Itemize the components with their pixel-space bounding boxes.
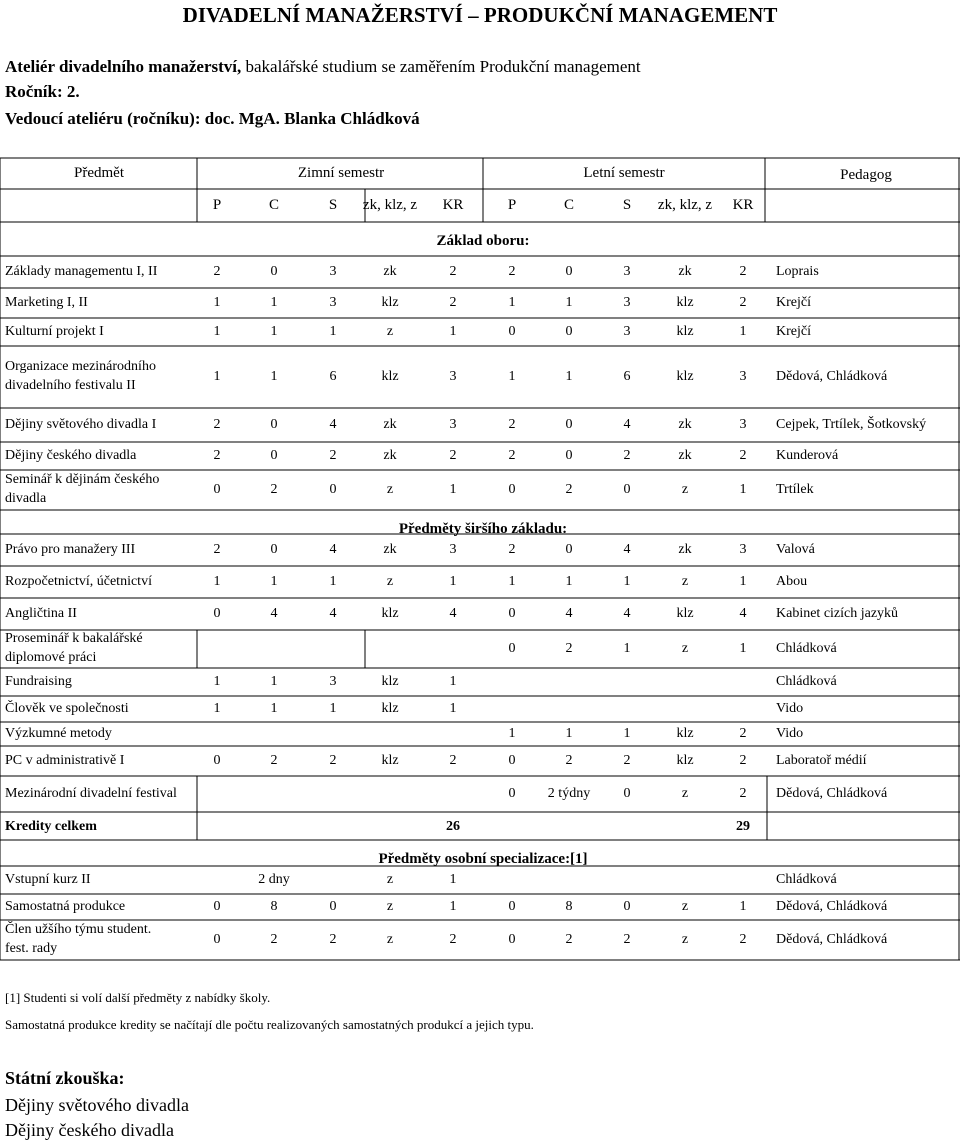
column-subheader: S [328, 197, 338, 213]
cell-value: 1 [623, 726, 631, 741]
cell-value: zk [383, 417, 397, 432]
cell-value: 0 [213, 753, 221, 768]
cell-value: 1 [213, 674, 221, 689]
cell-value: zk [383, 542, 397, 557]
cell-value: 1 [623, 574, 631, 589]
cell-value: 4 [270, 606, 278, 621]
subject-name: PC v administrativě I [5, 753, 125, 768]
cell-value: 0 [508, 753, 516, 768]
cell-value: 2 [623, 448, 631, 463]
column-subheader: C [268, 197, 280, 213]
credits-total-label: Kredity celkem [5, 819, 97, 834]
cell-value: z [386, 324, 394, 339]
cell-value: 1 [508, 295, 516, 310]
study-type: bakalářské studium se zaměřením Produkční management [241, 57, 641, 76]
cell-value: 1 [213, 574, 221, 589]
cell-value: 2 [449, 448, 457, 463]
subject-name: Člověk ve společnosti [5, 701, 129, 716]
cell-value: klz [381, 701, 399, 716]
exam-item: Dějiny českého divadla [5, 1120, 174, 1140]
cell-value: 1 [739, 324, 747, 339]
cell-value: 8 [270, 899, 278, 914]
subject-name: divadelního festivalu II [5, 378, 136, 393]
cell-value: 1 [270, 574, 278, 589]
cell-value: 2 [329, 753, 337, 768]
cell-value: 2 [213, 417, 221, 432]
cell-value: 1 [565, 295, 573, 310]
cell-value: 3 [623, 324, 631, 339]
cell-value: 1 [329, 574, 337, 589]
cell-value: 2 [213, 448, 221, 463]
cell-value: 1 [270, 295, 278, 310]
cell-value: zk [678, 448, 692, 463]
cell-value: 3 [329, 264, 337, 279]
cell-value: 4 [329, 542, 337, 557]
cell-value: 0 [329, 482, 337, 497]
cell-value: 3 [329, 674, 337, 689]
cell-value: 0 [270, 448, 278, 463]
cell-value: 4 [329, 606, 337, 621]
cell-value: 6 [329, 369, 337, 384]
subject-name: Organizace mezinárodního [5, 359, 156, 374]
teacher-name: Dědová, Chládková [776, 369, 888, 384]
cell-value: 0 [565, 324, 573, 339]
cell-value: 2 týdny [547, 786, 591, 801]
cell-value: 1 [449, 674, 457, 689]
teacher-name: Valová [776, 542, 815, 557]
subject-name: divadla [5, 491, 47, 506]
cell-value: 1 [270, 701, 278, 716]
subject-name: Angličtina II [5, 606, 77, 621]
cell-value: klz [676, 606, 694, 621]
cell-value: 3 [449, 369, 457, 384]
cell-value: 0 [329, 899, 337, 914]
column-header-winter: Zimní semestr [297, 165, 385, 181]
cell-value: 3 [449, 542, 457, 557]
cell-value: klz [381, 369, 399, 384]
cell-value: 1 [213, 324, 221, 339]
cell-value: 2 [623, 932, 631, 947]
subject-name: Dějiny světového divadla I [5, 417, 157, 432]
cell-value: 1 [739, 641, 747, 656]
column-subheader: S [622, 197, 632, 213]
cell-value: 2 [739, 932, 747, 947]
cell-value: zk [678, 417, 692, 432]
column-subheader: zk, klz, z [657, 197, 713, 213]
cell-value: 2 [270, 753, 278, 768]
cell-value: 2 [449, 932, 457, 947]
cell-value: klz [676, 753, 694, 768]
subject-name: Proseminář k bakalářské [5, 631, 143, 646]
teacher-name: Kabinet cizích jazyků [776, 606, 899, 621]
cell-value: zk [383, 264, 397, 279]
cell-value: 2 [565, 753, 573, 768]
cell-value: 0 [565, 542, 573, 557]
cell-value: 2 dny [258, 872, 290, 887]
exam-heading: Státní zkouška: [5, 1068, 125, 1088]
cell-value: 4 [623, 542, 631, 557]
subject-name: Mezinárodní divadelní festival [5, 786, 177, 801]
cell-value: 2 [623, 753, 631, 768]
section-heading: Předměty širšího základu: [398, 521, 568, 537]
teacher-name: Chládková [776, 674, 837, 689]
teacher-name: Dědová, Chládková [776, 932, 888, 947]
cell-value: 1 [270, 674, 278, 689]
column-subheader: zk, klz, z [362, 197, 418, 213]
cell-value: 0 [508, 606, 516, 621]
cell-value: 0 [508, 641, 516, 656]
teacher-name: Loprais [776, 264, 819, 279]
cell-value: zk [383, 448, 397, 463]
cell-value: 0 [213, 932, 221, 947]
cell-value: z [681, 786, 689, 801]
exam-item: Dějiny světového divadla [5, 1095, 189, 1115]
cell-value: 2 [449, 295, 457, 310]
cell-value: klz [676, 726, 694, 741]
cell-value: 0 [508, 482, 516, 497]
cell-value: klz [676, 295, 694, 310]
page-title: DIVADELNÍ MANAŽERSTVÍ – PRODUKČNÍ MANAGEMENT [182, 3, 778, 27]
subject-name: Fundraising [5, 674, 72, 689]
subject-name: Základy managementu I, II [5, 264, 158, 279]
cell-value: 4 [329, 417, 337, 432]
cell-value: 2 [739, 448, 747, 463]
teacher-name: Abou [776, 574, 808, 589]
column-subheader: P [507, 197, 517, 213]
cell-value: 2 [739, 264, 747, 279]
cell-value: 2 [565, 641, 573, 656]
cell-value: 1 [449, 701, 457, 716]
cell-value: 1 [449, 574, 457, 589]
cell-value: 1 [449, 872, 457, 887]
credits-total-winter: 26 [446, 819, 460, 834]
year-line: Ročník: 2. [5, 82, 80, 101]
subject-name: Seminář k dějinám českého [5, 472, 160, 487]
cell-value: 2 [329, 448, 337, 463]
cell-value: 1 [508, 574, 516, 589]
teacher-name: Dědová, Chládková [776, 786, 888, 801]
cell-value: 1 [270, 369, 278, 384]
subject-name: Výzkumné metody [5, 726, 112, 741]
cell-value: z [681, 641, 689, 656]
cell-value: 0 [213, 482, 221, 497]
cell-value: 1 [508, 726, 516, 741]
cell-value: 0 [623, 899, 631, 914]
cell-value: klz [381, 295, 399, 310]
cell-value: 3 [623, 295, 631, 310]
teacher-name: Cejpek, Trtílek, Šotkovský [776, 417, 927, 432]
cell-value: 2 [213, 264, 221, 279]
cell-value: 0 [270, 264, 278, 279]
cell-value: 2 [329, 932, 337, 947]
cell-value: 1 [329, 701, 337, 716]
cell-value: 3 [739, 417, 747, 432]
cell-value: 2 [565, 482, 573, 497]
cell-value: 2 [508, 264, 516, 279]
cell-value: 2 [508, 542, 516, 557]
cell-value: 1 [739, 899, 747, 914]
cell-value: 1 [739, 574, 747, 589]
teacher-name: Krejčí [776, 324, 811, 339]
subject-name: Právo pro manažery III [5, 542, 136, 557]
cell-value: 0 [508, 786, 516, 801]
cell-value: 0 [508, 324, 516, 339]
cell-value: 1 [213, 369, 221, 384]
section-heading: Základ oboru: [436, 233, 530, 249]
cell-value: 2 [739, 295, 747, 310]
subject-name: Dějiny českého divadla [5, 448, 137, 463]
credits-total-summer: 29 [736, 819, 750, 834]
cell-value: 6 [623, 369, 631, 384]
cell-value: klz [676, 324, 694, 339]
cell-value: 2 [449, 753, 457, 768]
subject-name: Kulturní projekt I [5, 324, 104, 339]
subject-name: Člen užšího týmu student. [5, 922, 152, 937]
cell-value: 0 [565, 417, 573, 432]
cell-value: 8 [565, 899, 573, 914]
cell-value: z [386, 482, 394, 497]
studio-name: Ateliér divadelního manažerství, [5, 57, 242, 76]
cell-value: 3 [623, 264, 631, 279]
cell-value: klz [381, 674, 399, 689]
footnote-1: [1] Studenti si volí další předměty z nabídky školy. [5, 990, 271, 1005]
cell-value: 1 [449, 482, 457, 497]
cell-value: 0 [213, 899, 221, 914]
cell-value: 1 [449, 324, 457, 339]
cell-value: 1 [623, 641, 631, 656]
subject-name: Rozpočetnictví, účetnictví [5, 574, 152, 589]
teacher-name: Laboratoř médií [776, 753, 867, 768]
teacher-name: Vido [776, 701, 804, 716]
subject-name: diplomové práci [5, 650, 97, 665]
column-subheader: P [212, 197, 222, 213]
cell-value: 4 [449, 606, 457, 621]
cell-value: 1 [270, 324, 278, 339]
subject-name: Marketing I, II [5, 295, 88, 310]
cell-value: 0 [565, 448, 573, 463]
cell-value: 3 [739, 369, 747, 384]
cell-value: 2 [565, 932, 573, 947]
cell-value: 1 [508, 369, 516, 384]
cell-value: 2 [270, 932, 278, 947]
cell-value: z [386, 932, 394, 947]
cell-value: zk [678, 264, 692, 279]
teacher-name: Chládková [776, 641, 837, 656]
cell-value: z [681, 899, 689, 914]
footnote-2: Samostatná produkce kredity se načítají dle počtu realizovaných samostatných produkcí a jejich typu. [5, 1017, 534, 1032]
teacher-name: Chládková [776, 872, 837, 887]
cell-value: z [386, 574, 394, 589]
cell-value: 0 [508, 899, 516, 914]
cell-value: klz [381, 753, 399, 768]
cell-value: 0 [623, 482, 631, 497]
column-subheader: KR [442, 197, 464, 213]
cell-value: z [681, 932, 689, 947]
teacher-name: Kunderová [776, 448, 839, 463]
cell-value: z [386, 872, 394, 887]
cell-value: z [681, 574, 689, 589]
cell-value: 0 [270, 417, 278, 432]
cell-value: 1 [565, 369, 573, 384]
cell-value: z [386, 899, 394, 914]
cell-value: 1 [329, 324, 337, 339]
cell-value: 2 [739, 786, 747, 801]
cell-value: 0 [565, 264, 573, 279]
cell-value: 1 [213, 701, 221, 716]
cell-value: 1 [739, 482, 747, 497]
cell-value: 3 [739, 542, 747, 557]
subject-name: Vstupní kurz II [5, 872, 91, 887]
subject-name: Samostatná produkce [5, 899, 126, 914]
cell-value: 4 [623, 417, 631, 432]
cell-value: z [681, 482, 689, 497]
cell-value: 3 [329, 295, 337, 310]
teacher-name: Dědová, Chládková [776, 899, 888, 914]
cell-value: 0 [270, 542, 278, 557]
cell-value: klz [676, 369, 694, 384]
cell-value: zk [678, 542, 692, 557]
cell-value: 2 [508, 417, 516, 432]
cell-value: 4 [623, 606, 631, 621]
cell-value: 3 [449, 417, 457, 432]
cell-value: 1 [565, 726, 573, 741]
column-header-teacher: Pedagog [840, 167, 892, 183]
cell-value: 0 [213, 606, 221, 621]
cell-value: klz [381, 606, 399, 621]
section-heading: Předměty osobní specializace:[1] [378, 851, 588, 867]
cell-value: 2 [270, 482, 278, 497]
column-subheader: KR [732, 197, 754, 213]
cell-value: 1 [449, 899, 457, 914]
cell-value: 2 [449, 264, 457, 279]
teacher-name: Trtílek [776, 482, 814, 497]
teacher-name: Krejčí [776, 295, 811, 310]
cell-value: 2 [508, 448, 516, 463]
cell-value: 1 [565, 574, 573, 589]
cell-value: 2 [739, 753, 747, 768]
column-header-summer: Letní semestr [583, 165, 665, 181]
cell-value: 4 [565, 606, 573, 621]
column-subheader: C [563, 197, 575, 213]
head-line: Vedoucí ateliéru (ročníku): doc. MgA. Blanka Chládková [5, 109, 420, 128]
teacher-name: Vido [776, 726, 804, 741]
subject-name: fest. rady [5, 941, 58, 956]
cell-value: 2 [213, 542, 221, 557]
cell-value: 1 [213, 295, 221, 310]
cell-value: 2 [739, 726, 747, 741]
cell-value: 0 [508, 932, 516, 947]
column-header-subject: Předmět [74, 165, 124, 181]
cell-value: 4 [739, 606, 747, 621]
cell-value: 0 [623, 786, 631, 801]
